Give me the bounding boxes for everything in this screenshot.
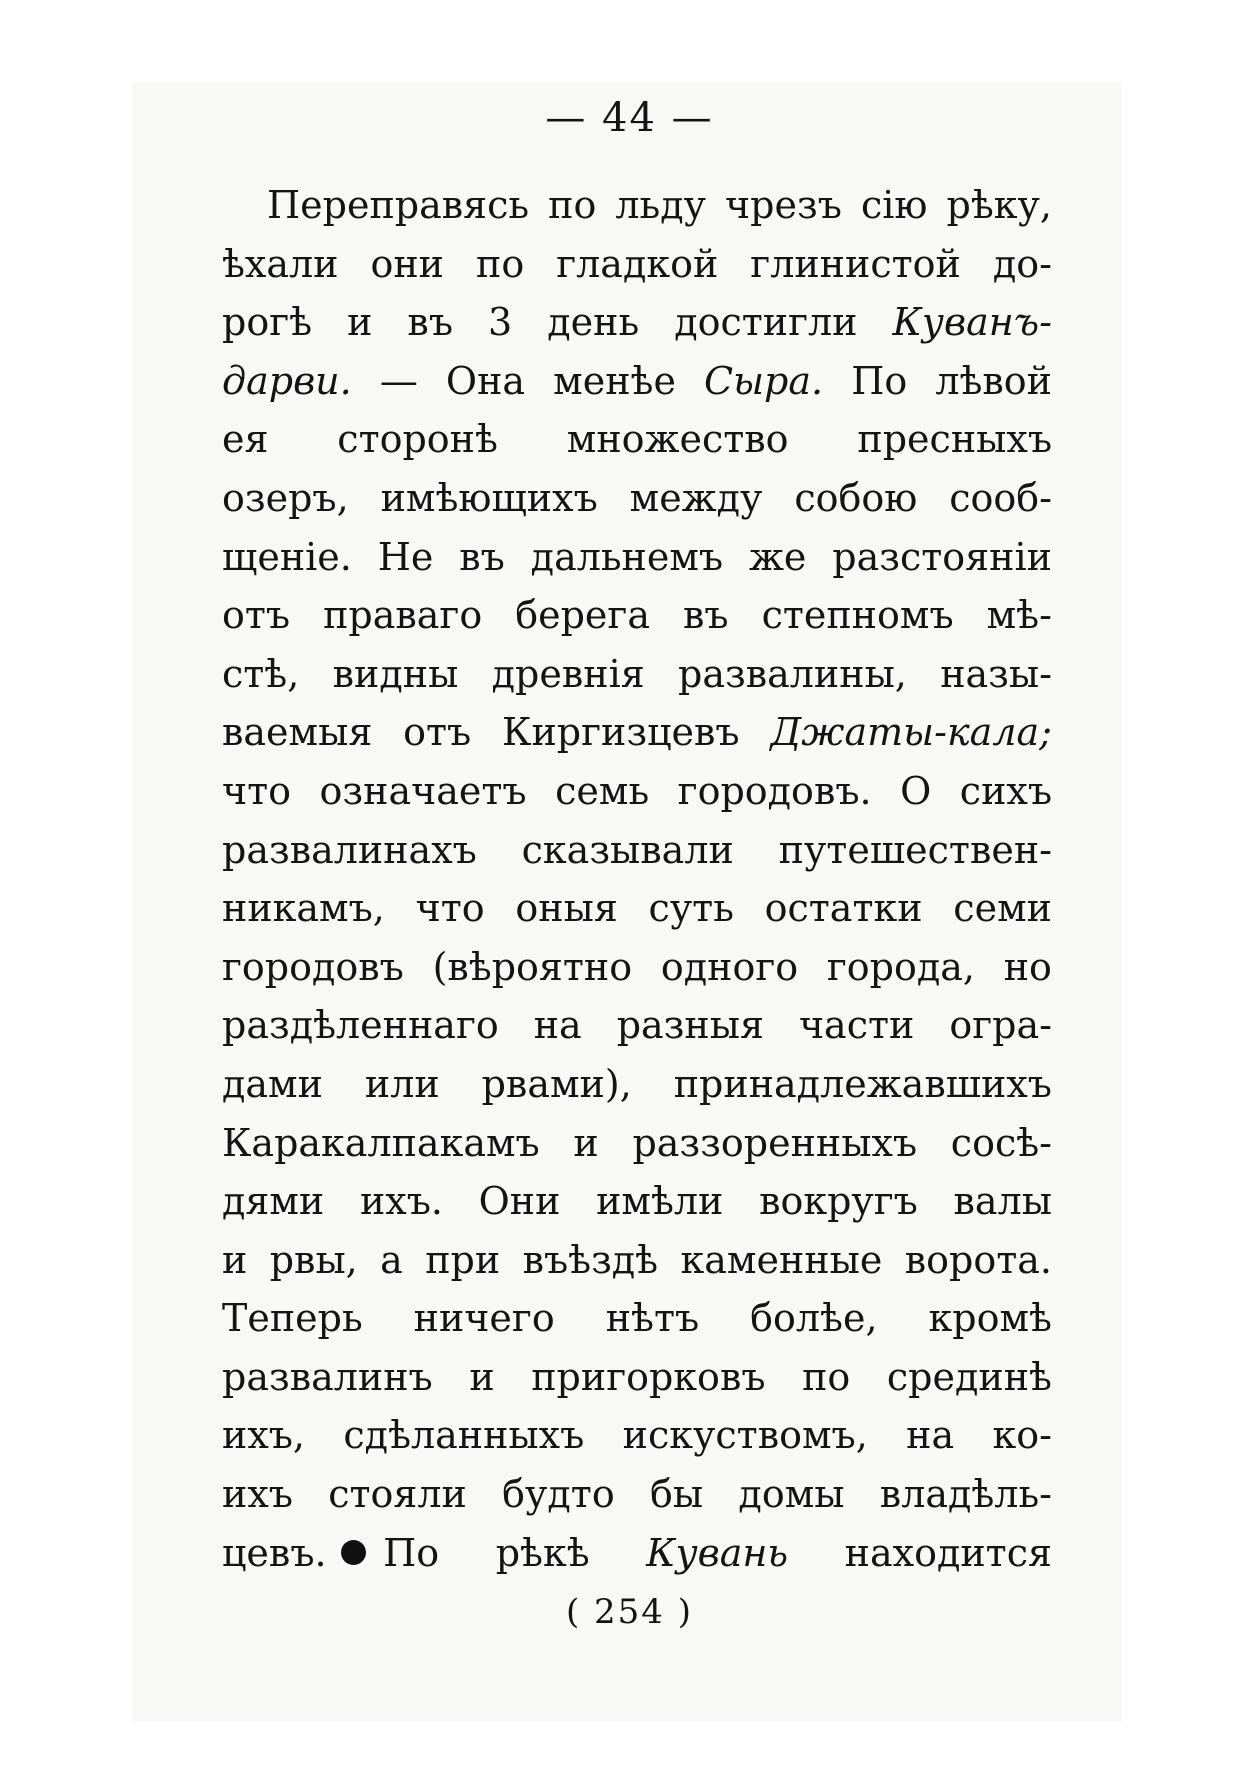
word: ваемыя: [222, 710, 373, 755]
text-line: [222, 996, 1052, 1055]
word: на: [533, 1003, 582, 1048]
word: путешествен-: [778, 827, 1052, 872]
body-text: [222, 176, 1052, 1582]
word: а: [380, 1237, 403, 1282]
word: дями: [222, 1179, 325, 1224]
word: цевъ.: [222, 1530, 327, 1575]
word: разстояніи: [832, 534, 1052, 579]
word: ничего: [413, 1296, 555, 1341]
word: гладкой: [556, 241, 719, 286]
text-line: [222, 879, 1052, 938]
word: ея: [222, 417, 269, 462]
word: или: [364, 1061, 440, 1106]
word: дами: [222, 1061, 323, 1106]
word: рѣкѣ: [495, 1530, 590, 1575]
italic-word: Кувань: [646, 1530, 789, 1575]
word: Переправясь: [267, 183, 530, 227]
word: развалинахъ: [222, 827, 477, 872]
word: озеръ,: [222, 475, 349, 520]
text-line: [222, 1172, 1052, 1231]
word: ихъ: [222, 1472, 293, 1517]
italic-word: Джаты-кала;: [770, 710, 1052, 755]
word: и: [469, 1354, 495, 1399]
word: никамъ,: [222, 886, 385, 931]
word: ихъ.: [359, 1179, 443, 1224]
word: оныя: [515, 886, 618, 931]
word: болѣе,: [750, 1296, 878, 1341]
word: каменные: [680, 1237, 883, 1282]
word: части: [798, 1003, 915, 1048]
word: по: [802, 1354, 851, 1399]
text-line: [222, 235, 1052, 294]
word: раззоренныхъ: [632, 1120, 918, 1165]
text-line: [222, 410, 1052, 469]
word: городовъ.: [677, 768, 872, 813]
word: семь: [555, 768, 650, 813]
word: —: [379, 358, 418, 403]
text-line: [222, 586, 1052, 645]
italic-word: Куванъ-: [892, 300, 1052, 345]
word: рогѣ: [222, 300, 313, 345]
word: сдѣланныхъ: [343, 1413, 585, 1458]
word: на: [906, 1413, 955, 1458]
word: ворота.: [904, 1237, 1052, 1282]
word: сказывали: [521, 827, 734, 872]
ink-blot: [341, 1540, 366, 1565]
word: менѣе: [553, 358, 676, 403]
text-line: [222, 1406, 1052, 1465]
word: сосѣ-: [950, 1120, 1052, 1165]
word: развалины,: [678, 651, 907, 696]
word: семи: [953, 886, 1052, 931]
text-line: [222, 938, 1052, 997]
word: и: [347, 300, 373, 345]
word: О: [900, 768, 932, 813]
word: домы: [738, 1472, 845, 1517]
word: въ: [407, 300, 453, 345]
word: по: [476, 241, 525, 286]
word: ихъ,: [222, 1413, 306, 1458]
word: бы: [650, 1472, 704, 1517]
text-line: [222, 645, 1052, 704]
text-line: [222, 528, 1052, 587]
italic-word: дарви.: [222, 358, 352, 403]
word: пресныхъ: [857, 417, 1052, 462]
word: 3: [488, 300, 513, 345]
word: По: [851, 358, 908, 403]
word: имѣли: [596, 1179, 724, 1224]
word: Они: [478, 1179, 561, 1224]
word: стѣ,: [222, 651, 300, 696]
word: (вѣроятно: [432, 944, 633, 989]
word: день: [547, 300, 640, 345]
word: и: [573, 1120, 599, 1165]
word: принадлежавшихъ: [673, 1061, 1052, 1106]
word: же: [748, 534, 807, 579]
word: что: [415, 886, 485, 931]
text-line: [222, 1289, 1052, 1348]
word: щеніе.: [222, 534, 352, 579]
word: владѣль-: [879, 1472, 1052, 1517]
word: суть: [648, 886, 734, 931]
word: развалинъ: [222, 1354, 433, 1399]
word: раздѣленнаго: [222, 1003, 499, 1048]
word: сихъ: [959, 768, 1052, 813]
word: сооб-: [949, 475, 1052, 520]
word: кромѣ: [928, 1296, 1052, 1341]
word: отъ: [403, 710, 472, 755]
word: одного: [660, 944, 799, 989]
word: огра-: [949, 1003, 1052, 1048]
text-line: [222, 293, 1052, 352]
word: множество: [566, 417, 789, 462]
word: сію: [860, 183, 928, 227]
word: города,: [826, 944, 975, 989]
word: рвами),: [481, 1061, 632, 1106]
word: Не: [377, 534, 434, 579]
word: ѣхали: [222, 241, 339, 286]
word: и: [222, 1237, 248, 1282]
word: Каракалпакамъ: [222, 1120, 540, 1165]
word: они: [370, 241, 445, 286]
word: остатки: [764, 886, 923, 931]
word: собою: [794, 475, 918, 520]
word: означаетъ: [319, 768, 527, 813]
word: срединѣ: [886, 1354, 1052, 1399]
word: Киргизцевъ: [502, 710, 740, 755]
text-line: [222, 352, 1052, 411]
text-line: [222, 762, 1052, 821]
word: вокругъ: [759, 1179, 918, 1224]
word: стояли: [328, 1472, 467, 1517]
word: въ: [459, 534, 505, 579]
word: по: [548, 183, 597, 227]
text-line: [222, 703, 1052, 762]
word: имѣющихъ: [380, 475, 598, 520]
word: Теперь: [222, 1296, 363, 1341]
word: но: [1003, 944, 1052, 989]
word: въѣздѣ: [522, 1237, 659, 1282]
text-line: [222, 1231, 1052, 1290]
word: что: [222, 768, 292, 813]
word: до-: [992, 241, 1052, 286]
word: искуствомъ,: [622, 1413, 868, 1458]
word: рвы,: [269, 1237, 358, 1282]
word: древнія: [491, 651, 645, 696]
word: въ: [682, 593, 729, 638]
text-line: [222, 469, 1052, 528]
word: находится: [844, 1530, 1052, 1575]
italic-word: Сыра.: [704, 358, 824, 403]
word: достигли: [674, 300, 858, 345]
word: дальнемъ: [530, 534, 724, 579]
word: нѣтъ: [605, 1296, 700, 1341]
word: валы: [953, 1179, 1052, 1224]
word: чрезъ: [725, 183, 842, 227]
word: назы-: [940, 651, 1052, 696]
word: сторонѣ: [337, 417, 498, 462]
word: лѣвой: [935, 358, 1052, 403]
word: рѣку,: [946, 183, 1052, 227]
word: разныя: [616, 1003, 764, 1048]
text-line: [222, 176, 1052, 235]
page-number: — 44 —: [545, 95, 714, 141]
word: городовъ: [222, 944, 404, 989]
word: глинистой: [750, 241, 961, 286]
word: ко-: [992, 1413, 1052, 1458]
text-line: [222, 1114, 1052, 1173]
text-line: [222, 821, 1052, 880]
word: мѣ-: [986, 593, 1052, 638]
word: По: [383, 1530, 440, 1575]
text-line: [222, 1055, 1052, 1114]
word: пригорковъ: [531, 1354, 766, 1399]
word: Она: [445, 358, 526, 403]
word: праваго: [323, 593, 483, 638]
text-line: [222, 1348, 1052, 1407]
word: видны: [332, 651, 459, 696]
word: степномъ: [761, 593, 954, 638]
word: отъ: [222, 593, 291, 638]
word: при: [425, 1237, 501, 1282]
word: берега: [515, 593, 650, 638]
word: будто: [502, 1472, 615, 1517]
text-line: [222, 1465, 1052, 1524]
signature-mark: ( 254 ): [565, 1592, 694, 1632]
word: между: [629, 475, 763, 520]
word: льду: [615, 183, 706, 227]
